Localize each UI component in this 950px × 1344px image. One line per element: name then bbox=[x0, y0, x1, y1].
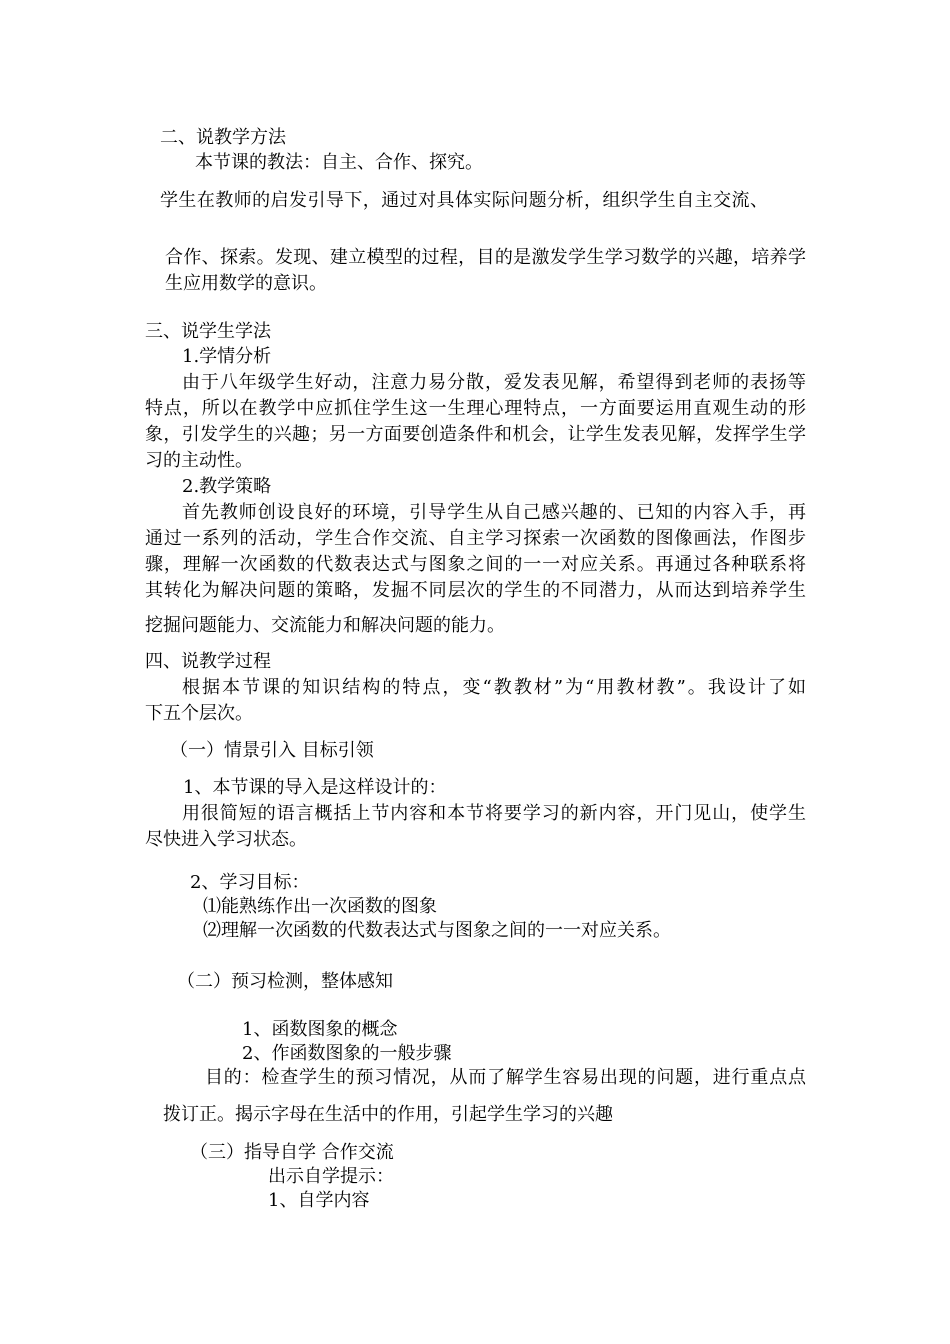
paragraph-line: 尽快进入学习状态。 bbox=[145, 829, 307, 850]
teaching-method-summary: 本节课的教法：自主、合作、探究。 bbox=[195, 152, 483, 173]
paragraph-line: 象，引发学生的兴趣；另一方面要创造条件和机会，让学生发表见解，发挥学生学 bbox=[145, 424, 806, 445]
list-item: 1、本节课的导入是这样设计的： bbox=[183, 777, 447, 798]
learning-goal: ⑵理解一次函数的代数表达式与图象之间的一一对应关系。 bbox=[203, 920, 671, 941]
paragraph-line: 习的主动性。 bbox=[145, 450, 253, 471]
section-heading-teaching-method: 二、说教学方法 bbox=[160, 127, 286, 148]
part-heading-guided-self-study: （三）指导自学 合作交流 bbox=[190, 1142, 394, 1163]
self-study-hint: 出示自学提示： bbox=[268, 1166, 394, 1187]
list-item: 1、函数图象的概念 bbox=[242, 1019, 398, 1040]
list-item: 2、学习目标： bbox=[190, 872, 310, 893]
list-item: 2、作函数图象的一般步骤 bbox=[242, 1043, 452, 1064]
section-heading-teaching-process: 四、说教学过程 bbox=[145, 651, 271, 672]
paragraph-line: 首先教师创设良好的环境，引导学生从自己感兴趣的、已知的内容入手，再 bbox=[182, 502, 806, 523]
paragraph-line: 特点，所以在教学中应抓住学生这一生理心理特点，一方面要运用直观生动的形 bbox=[145, 398, 806, 419]
part-heading-preview-check: （二）预习检测，整体感知 bbox=[177, 971, 393, 992]
subheading-learner-analysis: 1.学情分析 bbox=[182, 346, 272, 367]
paragraph-line: 生应用数学的意识。 bbox=[165, 273, 327, 294]
paragraph-line: 根据本节课的知识结构的特点，变“教教材”为“用教材教”。我设计了如 bbox=[182, 677, 806, 698]
paragraph-line: 下五个层次。 bbox=[145, 703, 253, 724]
paragraph-line: 挖掘问题能力、交流能力和解决问题的能力。 bbox=[145, 615, 505, 636]
section-heading-study-method: 三、说学生学法 bbox=[145, 321, 271, 342]
list-item: 1、自学内容 bbox=[268, 1190, 370, 1211]
paragraph-line: 拨订正。揭示字母在生活中的作用，引起学生学习的兴趣 bbox=[163, 1104, 613, 1125]
paragraph-line: 其转化为解决问题的策略，发掘不同层次的学生的不同潜力，从而达到培养学生 bbox=[145, 580, 806, 601]
paragraph-line: 合作、探索。发现、建立模型的过程，目的是激发学生学习数学的兴趣，培养学 bbox=[165, 247, 806, 268]
paragraph-line: 学生在教师的启发引导下，通过对具体实际问题分析，组织学生自主交流、 bbox=[160, 190, 768, 211]
paragraph-line: 骤，理解一次函数的代数表达式与图象之间的一一对应关系。再通过各种联系将 bbox=[145, 554, 806, 575]
paragraph-line: 通过一系列的活动，学生合作交流、自主学习探索一次函数的图像画法，作图步 bbox=[145, 528, 806, 549]
paragraph-line: 用很简短的语言概括上节内容和本节将要学习的新内容，开门见山，使学生 bbox=[182, 803, 806, 824]
paragraph-line: 目的：检查学生的预习情况，从而了解学生容易出现的问题，进行重点点 bbox=[205, 1067, 806, 1088]
part-heading-scenario-intro: （一）情景引入 目标引领 bbox=[170, 740, 374, 761]
subheading-teaching-strategy: 2.教学策略 bbox=[182, 476, 272, 497]
paragraph-line: 由于八年级学生好动，注意力易分散，爱发表见解，希望得到老师的表扬等 bbox=[182, 372, 806, 393]
learning-goal: ⑴能熟练作出一次函数的图象 bbox=[203, 896, 437, 917]
